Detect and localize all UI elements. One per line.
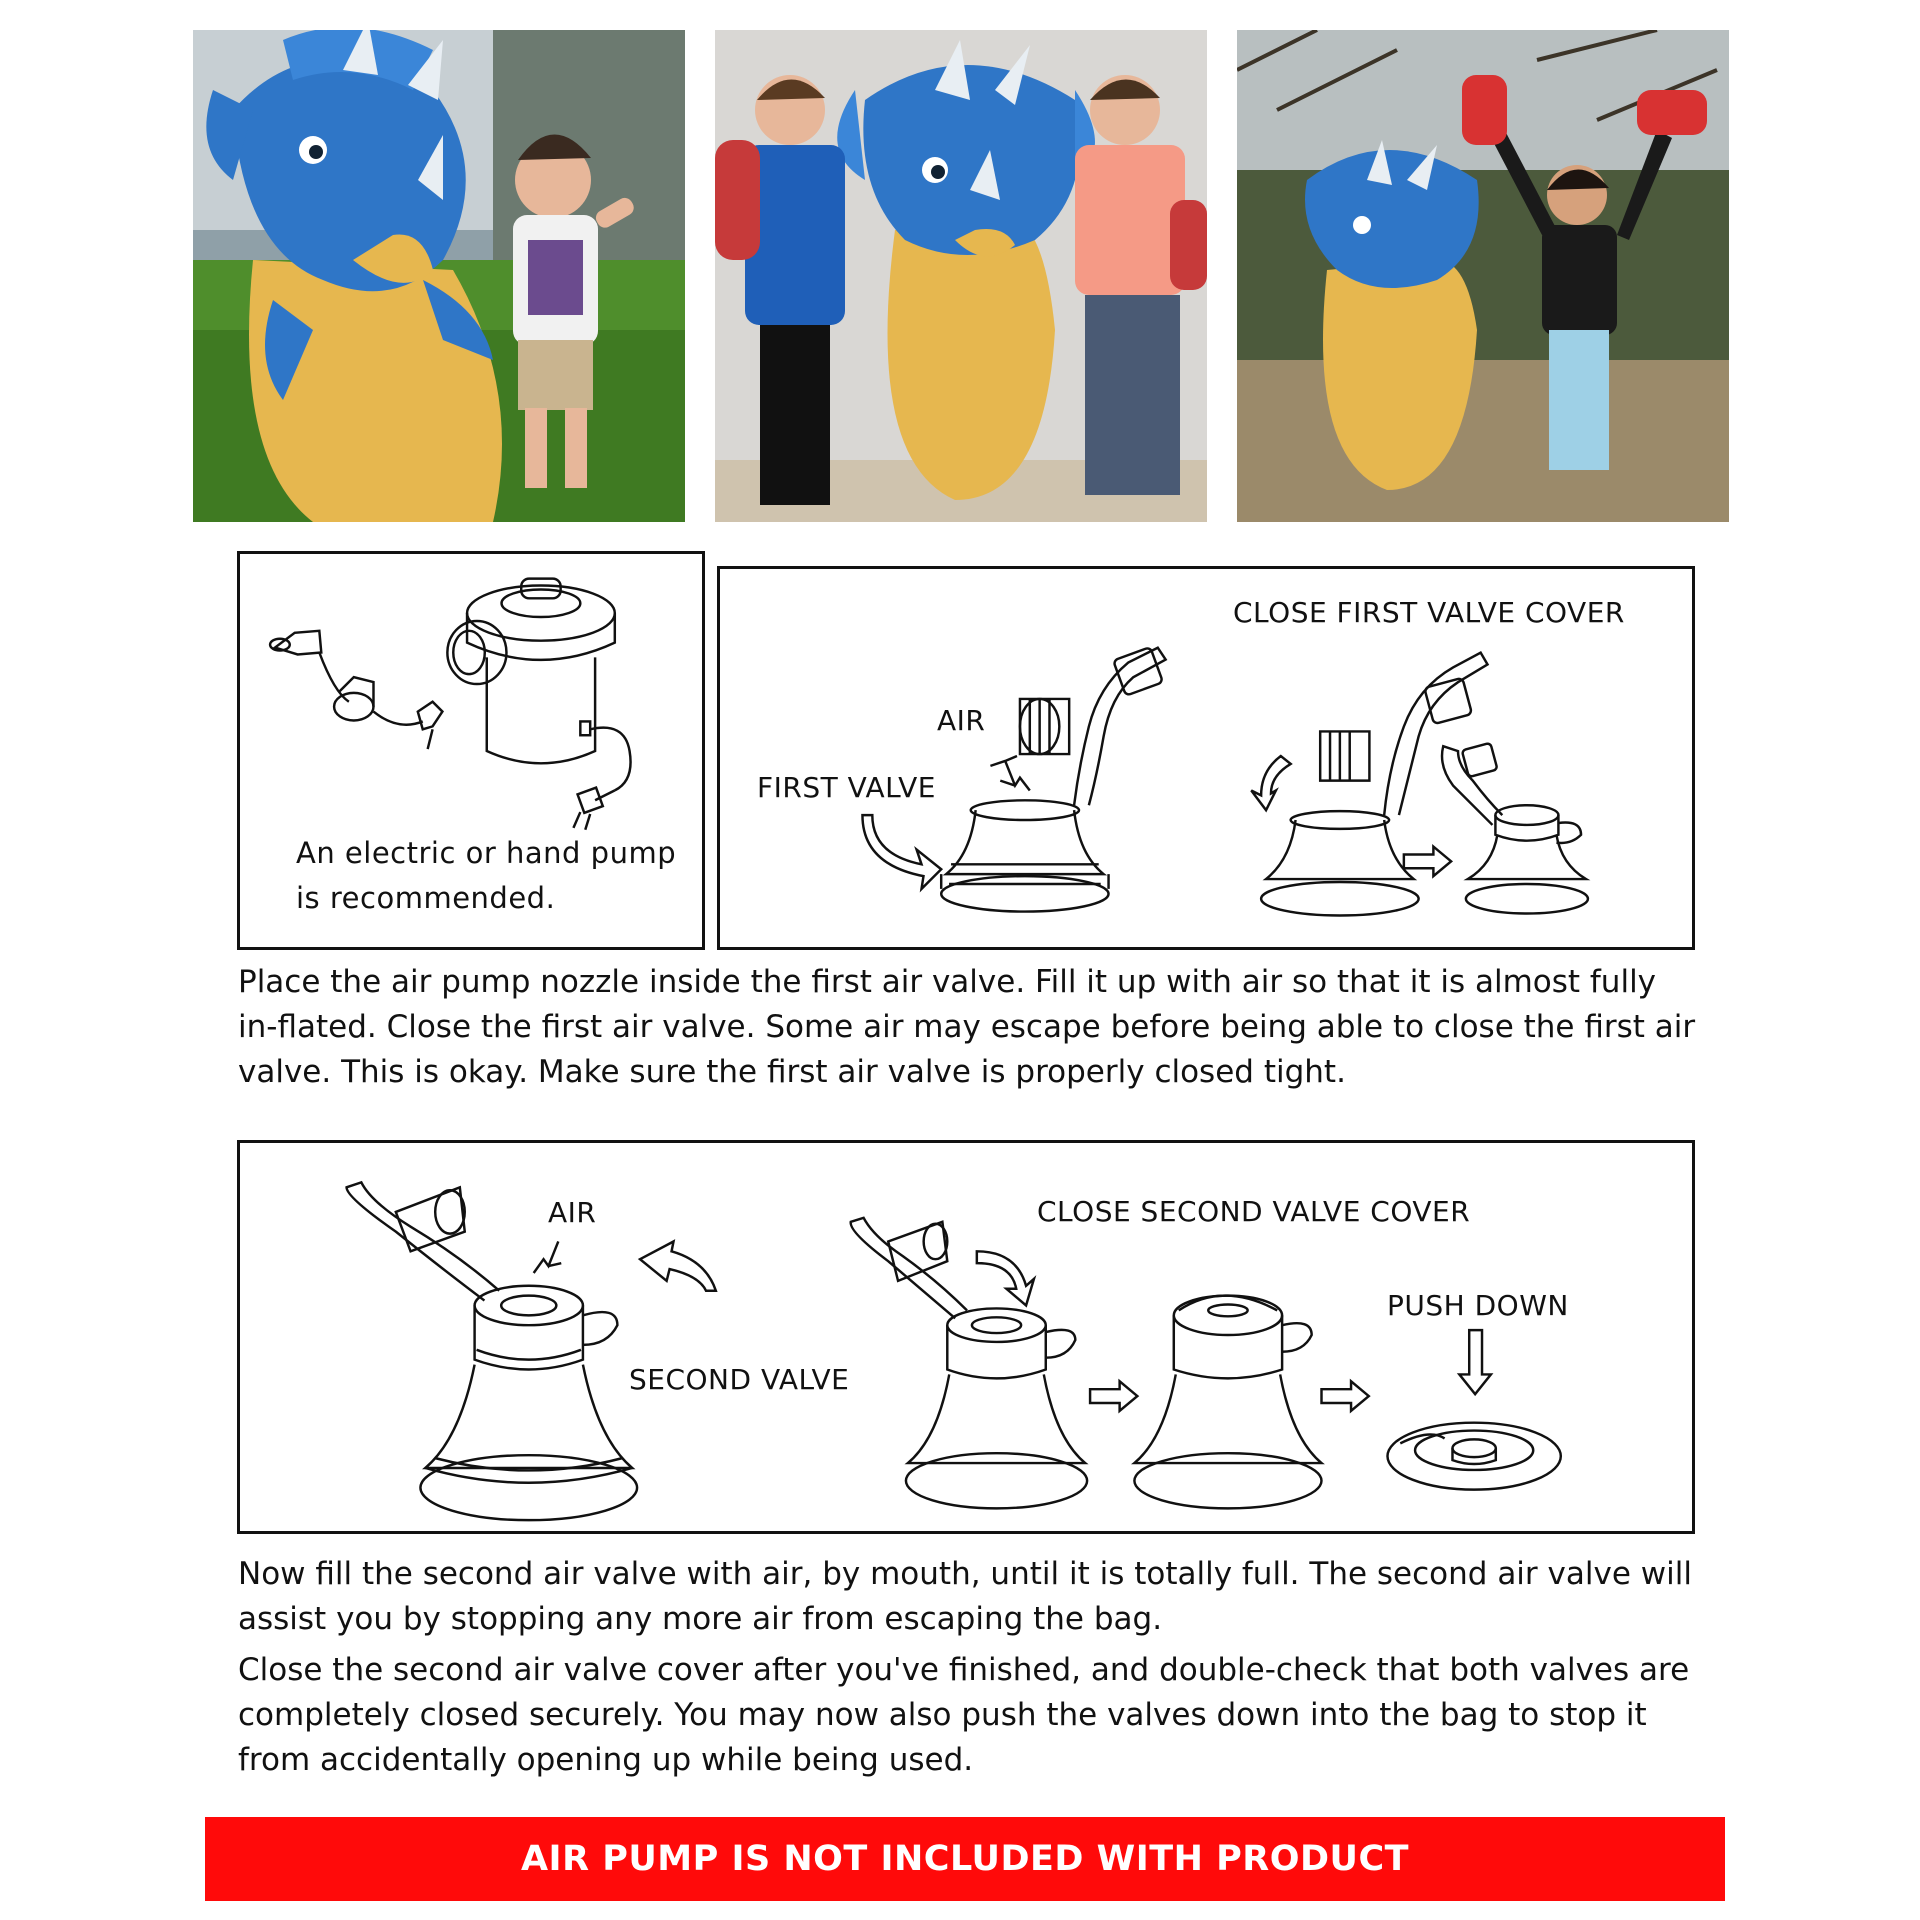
pump-recommendation-box bbox=[237, 551, 705, 950]
close-second-valve-label: CLOSE SECOND VALVE COVER bbox=[1037, 1195, 1471, 1228]
triceratops-inflatable-with-girl-forest-icon bbox=[1237, 30, 1729, 522]
closing-instructions: Close the second air valve cover after you've finished, and double-check that both valves are completely closed securely. You may now also push the valves down into the bag to stop it from accidentally opening up while being used. bbox=[238, 1652, 1690, 1778]
second-air-label: AIR bbox=[548, 1196, 597, 1229]
banner-text: AIR PUMP IS NOT INCLUDED WITH PRODUCT bbox=[520, 1839, 1410, 1879]
pump-caption-line2: is recommended. bbox=[296, 881, 556, 915]
close-first-valve-label: CLOSE FIRST VALVE COVER bbox=[1233, 596, 1625, 629]
photo-boy-outdoors bbox=[193, 30, 685, 522]
photo-two-boys-indoors bbox=[715, 30, 1207, 522]
push-down-label: PUSH DOWN bbox=[1387, 1289, 1569, 1322]
second-valve-label: SECOND VALVE bbox=[629, 1363, 850, 1396]
pump-caption-line1: An electric or hand pump bbox=[296, 836, 677, 870]
second-valve-diagram-box bbox=[237, 1140, 1695, 1534]
first-air-label: AIR bbox=[937, 704, 986, 737]
triceratops-inflatable-with-boy-outdoors-icon bbox=[193, 30, 685, 522]
triceratops-inflatable-with-two-boys-indoors-icon bbox=[715, 30, 1207, 522]
first-valve-label: FIRST VALVE bbox=[757, 771, 936, 804]
pump-not-included-banner bbox=[205, 1817, 1725, 1901]
first-valve-diagram-box bbox=[717, 566, 1695, 950]
photo-girl-forest bbox=[1237, 30, 1729, 522]
second-valve-instructions: Now fill the second air valve with air, by mouth, until it is totally full. The second air valve will assist you by stopping any more air from escaping the bag. bbox=[238, 1556, 1692, 1637]
second-valve-diagram-icon bbox=[240, 1143, 1692, 1531]
first-valve-instructions: Place the air pump nozzle inside the first air valve. Fill it up with air so that it is almost fully in-flated. Close the first air valve. Some air may escape before being able to close the first air valve. This is okay. Make sure the first air valve is properly closed tight. bbox=[238, 964, 1696, 1090]
